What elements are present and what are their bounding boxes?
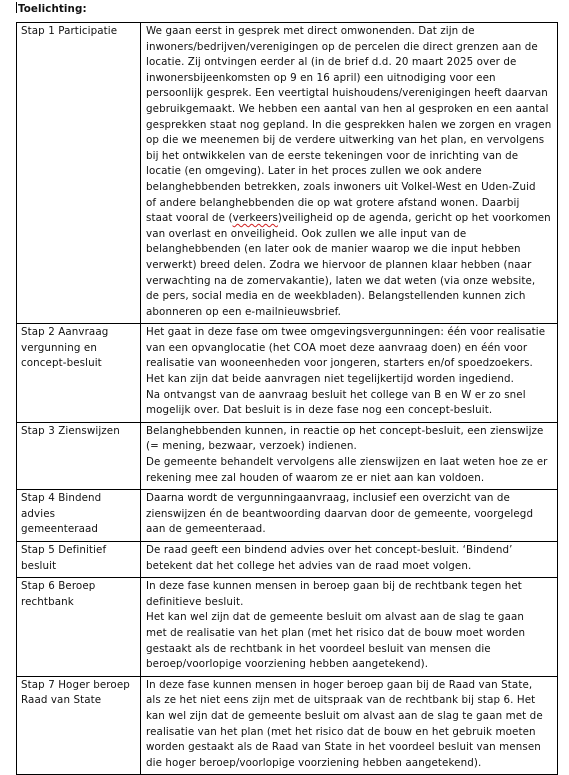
step-description-line: Daarna wordt de vergunningaanvraag, inclusief een overzicht van de — [146, 492, 510, 505]
step-label-line: gemeenteraad — [21, 523, 99, 536]
step-description-line: We gaan eerst in gesprek met direct omwonenden. Dat zijn de — [146, 25, 475, 37]
heading-toelichting: Toelichting: — [18, 3, 87, 15]
step-label-line: rechtbank — [21, 595, 74, 608]
step-description-line: van overlast en onveiligheid. Ook zullen we alle input van de — [146, 227, 467, 240]
step-description-cell — [141, 542, 558, 578]
step-label-cell — [17, 23, 141, 324]
step-description-line: inwonersbijeenkomsten op 9 en 16 april) een uitnodiging voor een — [146, 71, 496, 84]
step-description-cell — [141, 676, 558, 775]
step-label-line: concept-besluit — [21, 357, 102, 370]
steps-table-body — [17, 23, 558, 775]
steps-table — [16, 22, 558, 775]
step-row — [17, 542, 558, 578]
step-description-line: op die we meenemen bij de verdere uitwerking van het plan, en vervolgens — [146, 134, 545, 147]
step-description-line: realisatie van wooneenheden voor jongeren, starters en/of spoedzoekers. — [146, 357, 533, 370]
step-label-line: Stap 4 Bindend — [21, 492, 102, 505]
step-description-line: gestaakt als de rechtbank in het voordeel besluit van mensen die — [146, 642, 491, 655]
step-label-line: Stap 3 Zienswijzen — [21, 424, 120, 437]
step-description-line: verwachting na de zomervakantie), laten we dat weten (via onze website, — [146, 274, 536, 287]
step-label-line: Stap 2 Aanvraag — [21, 326, 109, 339]
step-description-line: belanghebbenden betrekken, zoals inwoners uit Volkel-West en Uden-Zuid — [146, 180, 536, 193]
step-description-line: beroep/voorlopige voorziening hebben aangetekend). — [146, 658, 429, 671]
step-description-line: belanghebbenden (en later ook de manier waarop we die input hebben — [146, 243, 521, 256]
step-description-line: In deze fase kunnen mensen in hoger beroep gaan bij de Raad van State, — [146, 678, 533, 691]
spellcheck-underline: verkeers — [232, 212, 278, 225]
step-description-line: aan de gemeenteraad. — [146, 523, 266, 536]
step-description-line: locatie. Zij ontvingen eerder al (in de brief d.d. 20 maart 2025 over de — [146, 56, 517, 69]
step-description-cell — [141, 324, 558, 423]
step-description-line: die hoger beroep/voorlopige voorziening hebben aangetekend). — [146, 756, 482, 769]
step-description-line: De gemeente behandelt vervolgens alle zienswijzen en laat weten hoe ze er — [146, 456, 548, 469]
step-description-line: De raad geeft een bindend advies over het concept-besluit. ‘Bindend’ — [146, 544, 513, 556]
step-description-line: Het gaat in deze fase om twee omgevingsvergunningen: één voor realisatie — [146, 326, 546, 339]
step-description-line: Het kan wel zijn dat de gemeente besluit om alvast aan de slag te gaan — [146, 611, 525, 624]
step-row — [17, 578, 558, 677]
step-description-cell — [141, 23, 558, 324]
step-row — [17, 490, 558, 542]
step-description-line: gebruikgemaakt. We hebben een aantal van hen al gesproken en een aantal — [146, 102, 549, 115]
step-description-line: Belanghebbenden kunnen, in reactie op het concept-besluit, een zienswijze — [146, 424, 544, 437]
step-description-line: verwerkt) breed delen. Zodra we hiervoor de plannen klaar hebben (naar — [146, 258, 532, 271]
step-description-line: of andere belanghebbenden die op wat grotere afstand wonen. Daarbij — [146, 196, 520, 209]
step-row — [17, 324, 558, 423]
step-label-line: vergunning en — [21, 341, 97, 354]
step-description-line: van een opvanglocatie (het COA moet deze aanvraag doen) en één voor — [146, 341, 528, 354]
step-description-line: locatie (en omgeving). Later in het proces zullen we ook andere — [146, 165, 482, 178]
step-description-line: rekening mee zal houden of waarom ze er niet aan kan voldoen. — [146, 471, 485, 484]
step-description-line: In deze fase kunnen mensen in beroep gaan bij de rechtbank tegen het — [146, 580, 522, 593]
step-description-cell — [141, 490, 558, 542]
step-description-line: (= mening, bezwaar, verzoek) indienen. — [146, 440, 357, 453]
step-row — [17, 422, 558, 489]
step-description-cell — [141, 578, 558, 677]
step-description-line: bij het ontwikkelen van de eerste tekeningen voor de inrichting van de — [146, 149, 519, 162]
step-label-cell — [17, 490, 141, 542]
step-row — [17, 23, 558, 324]
step-label-cell — [17, 542, 141, 578]
step-description-line: definitieve besluit. — [146, 595, 244, 608]
step-description-line: Het kan zijn dat beide aanvragen niet tegelijkertijd worden ingediend. — [146, 373, 515, 386]
step-row — [17, 676, 558, 775]
step-description-line: zienswijzen én de beantwoording daarvan door de gemeente, voorgelegd — [146, 507, 534, 520]
step-label-line: advies — [21, 507, 56, 520]
step-description-line: Na ontvangst van de aanvraag besluit het college van B en W er zo snel — [146, 388, 526, 401]
step-description-line: als ze het niet eens zijn met de uitspraak van de rechtbank bij stap 6. Het — [146, 694, 536, 707]
step-description-line: realisatie van het plan (met het risico dat de bouw en het gebruik moeten — [146, 725, 536, 738]
step-label-cell — [17, 578, 141, 677]
step-label-line: Stap 7 Hoger beroep — [21, 678, 130, 691]
text-cursor — [16, 2, 17, 13]
step-description-line: staat vooral de (verkeers)veiligheid op de agenda, gericht op het voorkomen — [146, 212, 551, 225]
step-label-cell — [17, 676, 141, 775]
step-label-line: Stap 5 Definitief — [21, 544, 107, 556]
step-description-line: inwoners/bedrijven/verenigingen op de percelen die direct grenzen aan de — [146, 40, 538, 53]
step-label-cell — [17, 324, 141, 423]
step-label-line: Stap 6 Beroep — [21, 580, 96, 593]
step-description-line: de pers, social media en de weekbladen). Belangstellenden kunnen zich — [146, 290, 526, 303]
step-label-line: Stap 1 Participatie — [21, 25, 118, 37]
step-description-line: met de realisatie van het plan (met het risico dat de bouw moet worden — [146, 626, 526, 639]
step-label-line: besluit — [21, 559, 57, 572]
step-description-line: gesprekken staat nog gepland. In die gesprekken halen we zorgen en vragen — [146, 118, 552, 131]
step-label-line: Raad van State — [21, 694, 102, 707]
step-description-line: kan wel zijn dat de gemeente besluit om alvast aan de slag te gaan met de — [146, 709, 543, 722]
step-description-line: persoonlijk gesprek. Een veertigtal huishoudens/verenigingen heeft daarvan — [146, 87, 548, 100]
step-label-cell — [17, 422, 141, 489]
step-description-line: abonneren op een e-mailnieuwsbrief. — [146, 305, 342, 318]
step-description-line: mogelijk over. Dat besluit is in deze fase nog een concept-besluit. — [146, 404, 493, 417]
step-description-cell — [141, 422, 558, 489]
step-description-line: betekent dat het college het advies van de raad moet volgen. — [146, 559, 472, 572]
step-description-line: worden gestaakt als de Raad van State in het voordeel besluit van mensen — [146, 741, 541, 754]
